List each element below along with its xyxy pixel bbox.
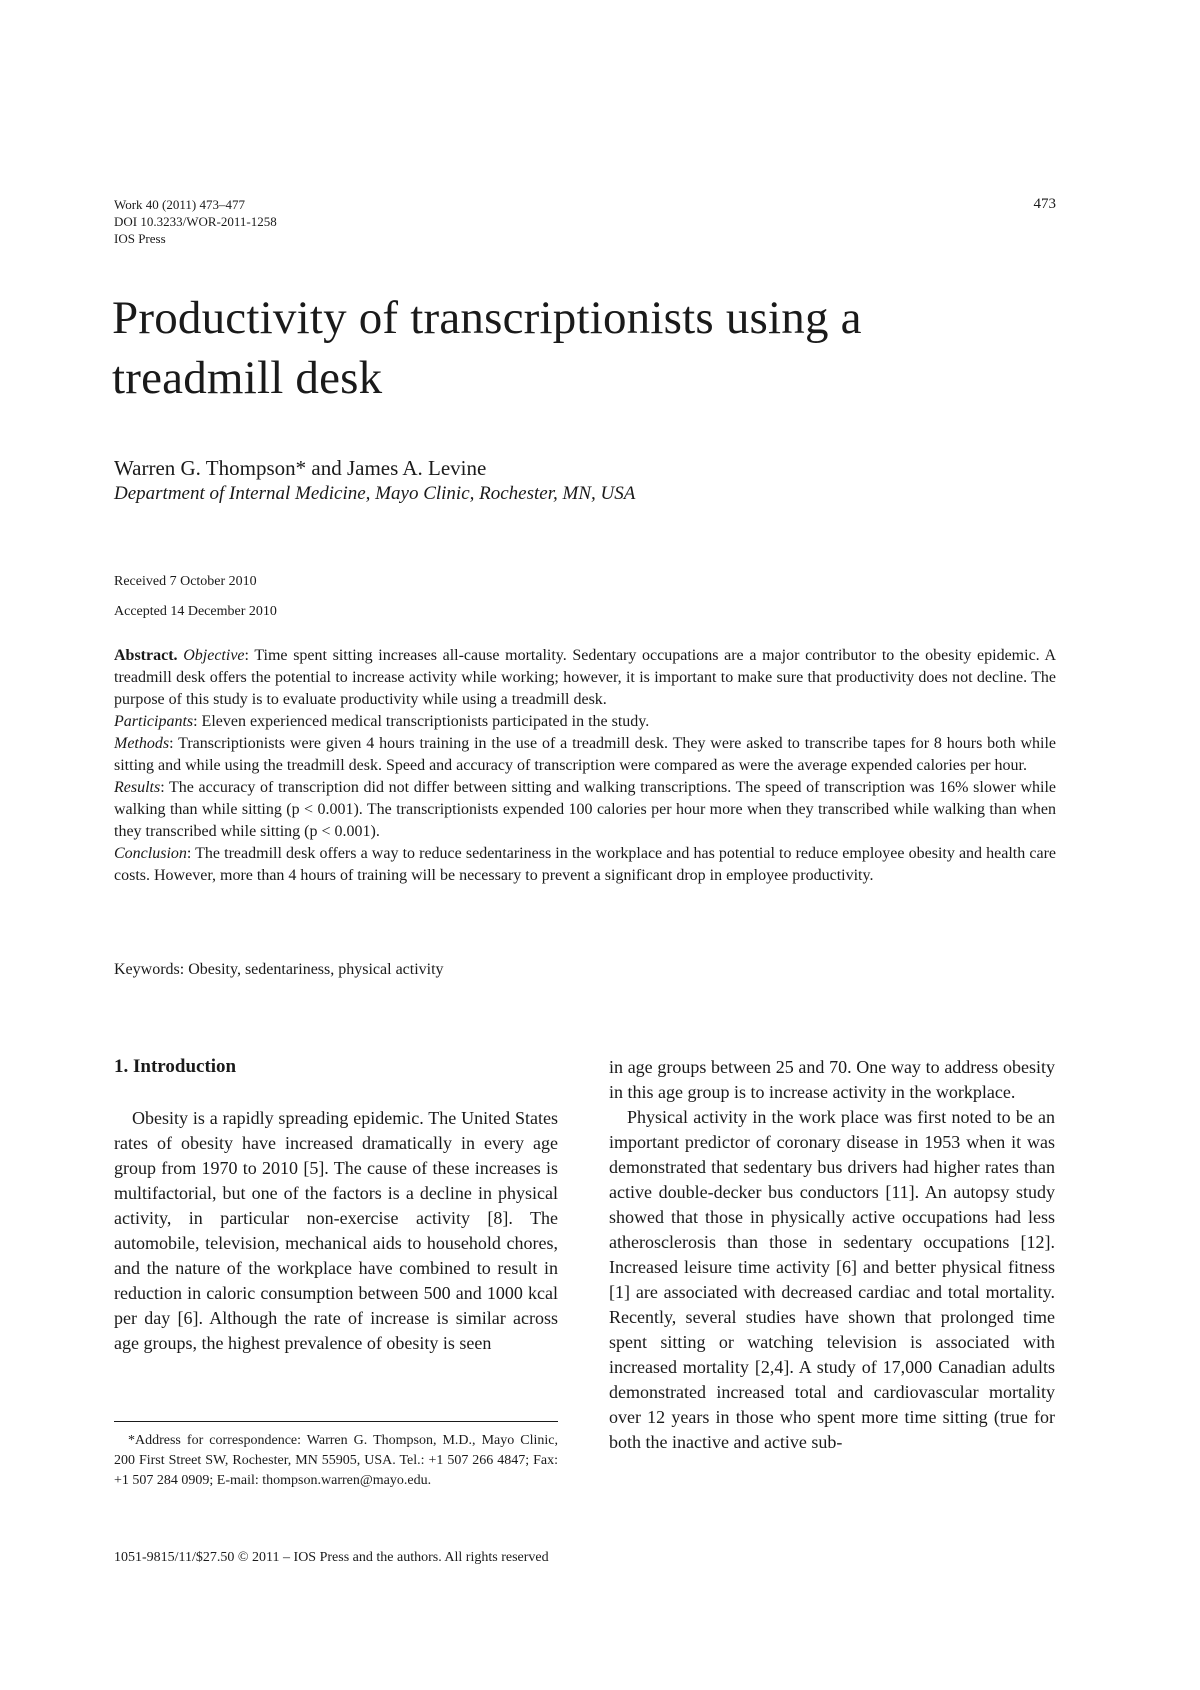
journal-citation: Work 40 (2011) 473–477: [114, 197, 245, 212]
introduction-paragraph-1: Obesity is a rapidly spreading epidemic. The United States rates of obesity have increased dramatically in every age group from 1970 to 2010 [5]. The cause of these increases is multifactorial, but one of the factors is a decline in physical activity, in particular non-exercise activity [8]. The automobile, television, mechanical aids to household chores, and the nature of the workplace have combined to result in reduction in caloric consumption between 500 and 1000 kcal per day [6]. Although the rate of increase is similar across age groups, the highest prevalence of obesity is seen: [114, 1108, 558, 1353]
affiliation: Department of Internal Medicine, Mayo Clinic, Rochester, MN, USA: [114, 483, 636, 504]
methods-text: : Transcriptionists were given 4 hours training in the use of a treadmill desk. They were asked to transcribe tapes for 8 hours both while sitting and while using the treadmill desk. Speed and accuracy of transcription were compared as were the average expended calories per hour.: [114, 735, 1056, 774]
conclusion-label: Conclusion: [114, 845, 187, 862]
copyright-notice: 1051-9815/11/$27.50 © 2011 – IOS Press and the authors. All rights reserved: [114, 1550, 549, 1565]
paper-title: Productivity of transcriptionists using a treadmill desk: [112, 292, 862, 404]
abstract-results: [114, 777, 1056, 843]
section-heading-introduction: 1. Introduction: [114, 1056, 237, 1077]
footnote-text: *Address for correspondence: Warren G. Thompson, M.D., Mayo Clinic, 200 First Street SW, Rochester, MN 55905, USA. Tel.: +1 507 266 4847; Fax: +1 507 284 0909; E-mail: thompson.warren@mayo.edu.: [114, 1433, 558, 1488]
objective-label: Objective: [183, 647, 245, 664]
publisher: IOS Press: [114, 231, 166, 246]
abstract-methods: [114, 733, 1056, 777]
received-date: Received 7 October 2010: [114, 574, 257, 589]
abstract-participants: [114, 711, 1056, 733]
submission-dates: [114, 567, 277, 627]
left-column: [114, 1055, 558, 1356]
abstract-label: Abstract.: [114, 647, 178, 664]
footnote-divider: [114, 1421, 558, 1422]
objective-text: : Time spent sitting increases all-cause mortality. Sedentary occupations are a major contributor to the obesity epidemic. A treadmill desk offers the potential to increase activity while working; however, it is important to make sure that productivity does not decline. The purpose of this study is to evaluate productivity while using a treadmill desk.: [114, 647, 1057, 708]
introduction-paragraph-1-continued: in age groups between 25 and 70. One way to address obesity in this age group is to increase activity in the workplace.: [609, 1057, 1055, 1102]
abstract: [114, 645, 1056, 887]
conclusion-text: : The treadmill desk offers a way to reduce sedentariness in the workplace and has potential to reduce employee obesity and health care costs. However, more than 4 hours of training will be necessary to prevent a significant drop in employee productivity.: [114, 845, 1056, 884]
introduction-paragraph-2: Physical activity in the work place was first noted to be an important predictor of coronary disease in 1953 when it was demonstrated that sedentary bus drivers had higher rates than active double-decker bus conductors [11]. An autopsy study showed that those in physically active occupations had less atherosclerosis than those in sedentary occupations [12]. Increased leisure time activity [6] and better physical fitness [1] are associated with decreased cardiac and total mortality. Recently, several studies have shown that prolonged time spent sitting or watching television is associated with increased mortality [2,4]. A study of 17,000 Canadian adults demonstrated increased total and cardiovascular mortality over 12 years in those who spent more time sitting (true for both the inactive and active sub-: [609, 1107, 1055, 1452]
abstract-conclusion: [114, 843, 1056, 887]
abstract-objective: [114, 645, 1056, 711]
methods-label: Methods: [114, 735, 170, 752]
page-number: 473: [1033, 196, 1056, 212]
participants-text: : Eleven experienced medical transcriptionists participated in the study.: [193, 713, 650, 730]
authors: Warren G. Thompson* and James A. Levine: [114, 456, 487, 480]
right-column: [609, 1055, 1055, 1455]
accepted-date: Accepted 14 December 2010: [114, 604, 277, 619]
results-text: : The accuracy of transcription did not differ between sitting and walking transcriptions. The speed of transcription was 16% slower while walking than while sitting (p < 0.001). The transcriptionists expended 100 calories per hour more when they transcribed while walking than when they transcribed while sitting (p < 0.001).: [114, 779, 1056, 840]
correspondence-footnote: [114, 1431, 558, 1491]
doi: DOI 10.3233/WOR-2011-1258: [114, 214, 277, 229]
journal-header: [114, 196, 277, 247]
results-label: Results: [114, 779, 161, 796]
participants-label: Participants: [114, 713, 194, 730]
keywords: Keywords: Obesity, sedentariness, physical activity: [114, 961, 444, 978]
